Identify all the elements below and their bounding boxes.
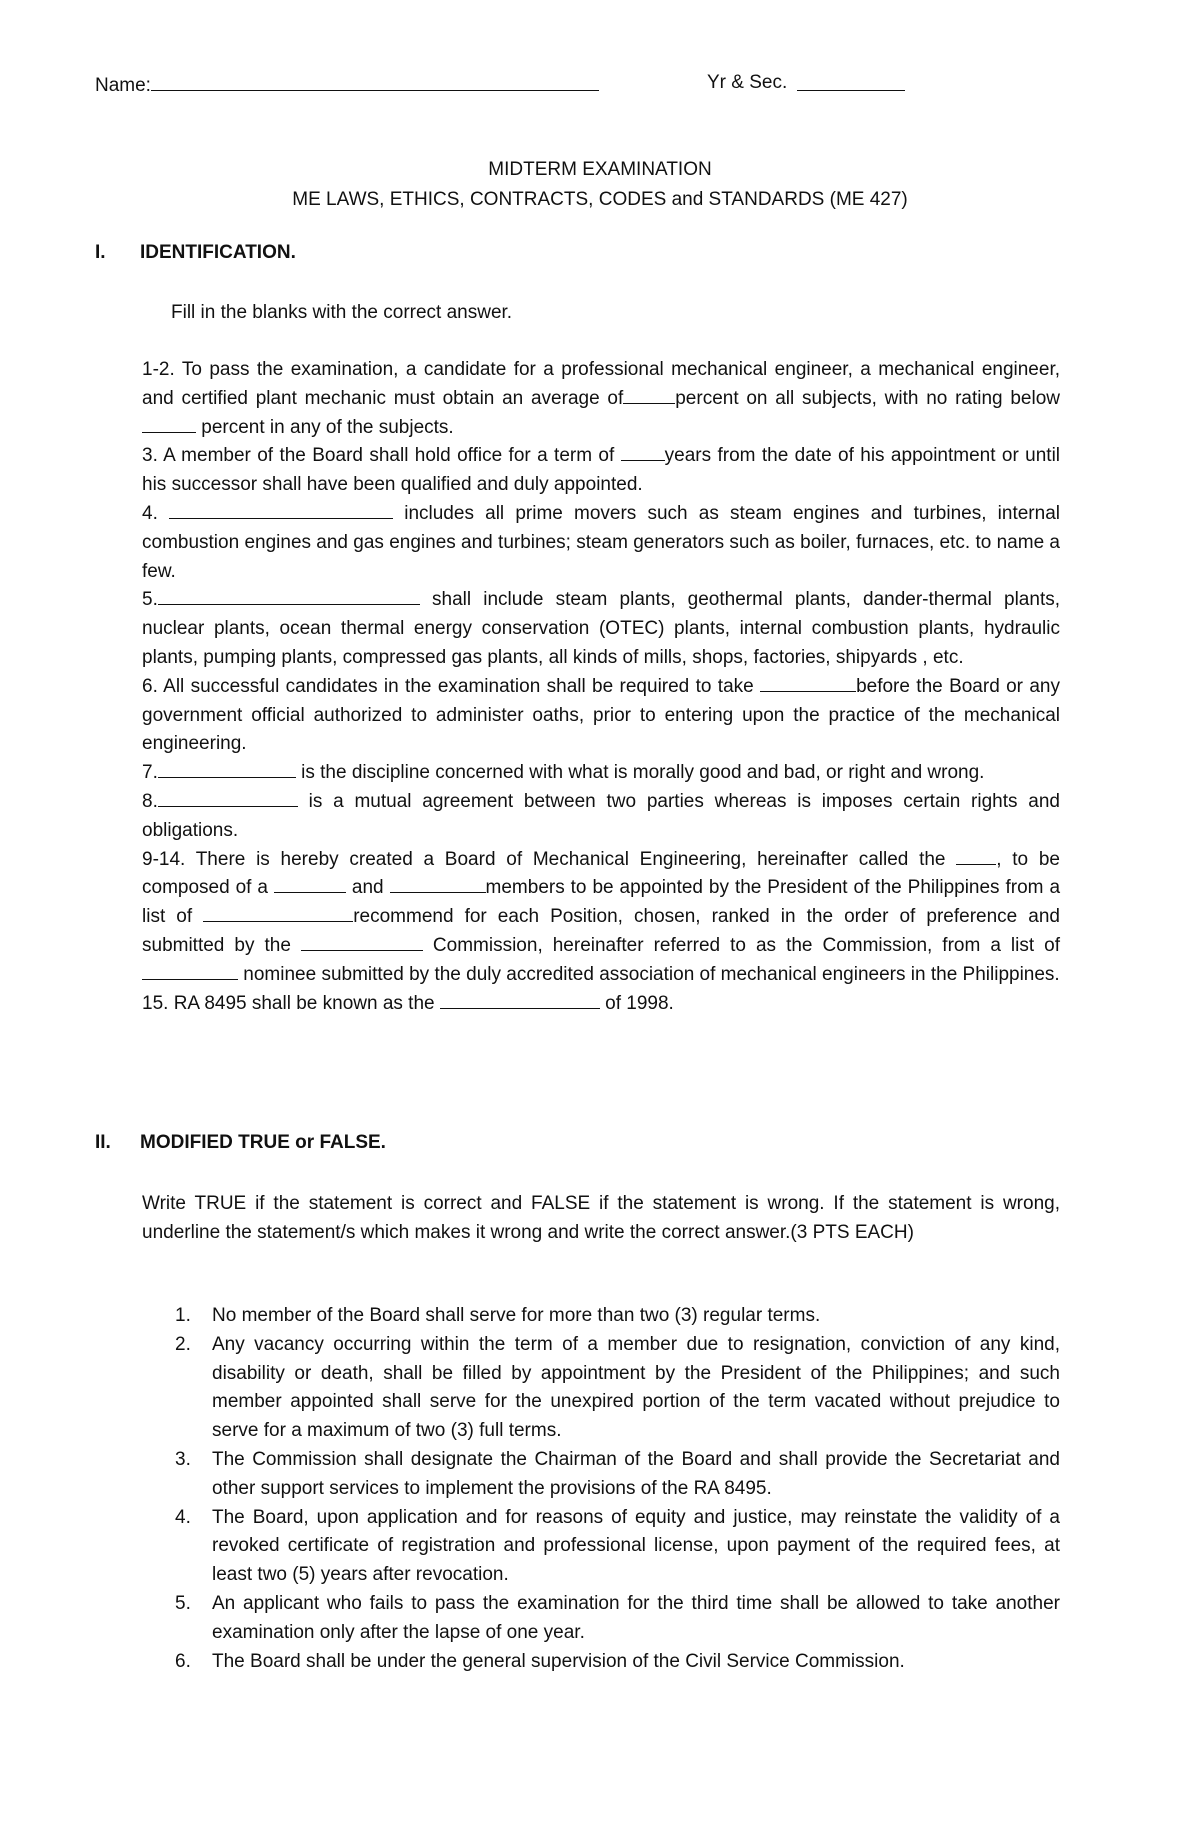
answer-blank xyxy=(390,876,486,893)
title-line-1: MIDTERM EXAMINATION xyxy=(488,159,712,180)
question-15: 15. RA 8495 shall be known as the of 1998. xyxy=(142,992,674,1014)
identification-questions xyxy=(142,356,1060,1018)
list-item: 5. An applicant who fails to pass the examination for the third time shall be allowed to take another examination only after the lapse of one year. xyxy=(175,1592,1060,1643)
section-1-instruction: Fill in the blanks with the correct answer. xyxy=(171,302,513,323)
answer-blank xyxy=(158,588,420,605)
answer-blank xyxy=(956,848,996,865)
answer-blank xyxy=(169,502,393,519)
list-item: 3. The Commission shall designate the Chairman of the Board and shall provide the Secretariat and other support services to implement the provisions of the RA 8495. xyxy=(175,1448,1060,1499)
question-3: 3. A member of the Board shall hold office for a term of years from the date of his appointment or until his successor shall have been qualified and duly appointed. xyxy=(142,445,1061,496)
answer-blank xyxy=(440,992,600,1009)
question-9-14: 9-14. There is hereby created a Board of Mechanical Engineering, hereinafter called the , to be composed of a and members to be appointed by the President of the Philippines from a list of recommend for each Position, chosen, ranked in the order of preference and submitted by the Commission, hereinafter referred to as the Commission, from a list of nominee submitted by the duly accredited association of mechanical engineers in the Philippines. xyxy=(142,848,1061,985)
question-4: 4. includes all prime movers such as steam engines and turbines, internal combustion engines and gas engines and turbines; steam generators such as boiler, furnaces, etc. to name a few. xyxy=(142,502,1060,582)
student-header xyxy=(95,72,915,102)
list-item: 4. The Board, upon application and for reasons of equity and justice, may reinstate the validity of a revoked certificate of registration and professional license, upon payment of the required fees, at least two (5) years after revocation. xyxy=(175,1506,1060,1586)
list-item: 1. No member of the Board shall serve for more than two (3) regular terms. xyxy=(175,1305,821,1326)
true-false-list xyxy=(142,1302,1060,1676)
answer-blank xyxy=(203,905,353,922)
section-2-number: II. xyxy=(95,1132,111,1153)
answer-blank xyxy=(142,416,196,433)
answer-blank xyxy=(760,675,856,692)
yr-sec-blank xyxy=(797,72,905,91)
section-2-heading xyxy=(95,1132,386,1154)
section-1-number: I. xyxy=(95,242,106,263)
list-item: 2. Any vacancy occurring within the term of a member due to resignation, conviction of any kind, disability or death, shall be filled by appointment by the President of the Philippines; and such member appointed shall serve for the unexpired portion of the term vacated without prejudice to serve for a maximum of two (3) full terms. xyxy=(175,1333,1060,1442)
section-2-instruction: Write TRUE if the statement is correct and FALSE if the statement is wrong. If the statement is wrong, underline the statement/s which makes it wrong and write the correct answer.(3 PTS EACH) xyxy=(142,1193,1060,1243)
name-blank xyxy=(151,72,599,91)
section-2-title: MODIFIED TRUE or FALSE. xyxy=(140,1132,386,1153)
yr-sec-label: Yr & Sec. xyxy=(707,72,788,93)
question-6: 6. All successful candidates in the examination shall be required to take before the Board or any government official authorized to administer oaths, prior to entering upon the practice of the mechanical engineering. xyxy=(142,675,1060,755)
exam-title xyxy=(0,155,1200,215)
list-item: 6. The Board shall be under the general supervision of the Civil Service Commission. xyxy=(175,1650,905,1672)
answer-blank xyxy=(158,790,298,807)
question-7: 7. is the discipline concerned with what is morally good and bad, or right and wrong. xyxy=(142,762,985,784)
answer-blank xyxy=(142,963,238,980)
question-5: 5. shall include steam plants, geothermal plants, dander-thermal plants, nuclear plants, ocean thermal energy conservation (OTEC) plants, internal combustion plants, hydraulic plants, pumping plants, compressed gas plants, all kinds of mills, shops, factories, shipyards , etc. xyxy=(142,589,1060,668)
answer-blank xyxy=(274,876,346,893)
answer-blank xyxy=(158,761,296,778)
section-1-heading xyxy=(95,242,296,264)
answer-blank xyxy=(621,444,665,461)
name-label: Name: xyxy=(95,75,151,96)
section-1-title: IDENTIFICATION. xyxy=(140,242,296,263)
question-1-2: 1-2. To pass the examination, a candidate for a professional mechanical engineer, a mechanical engineer, and certified plant mechanic must obtain an average of percent on all subjects, with no rating below percent in any of the subjects. xyxy=(142,359,1060,438)
title-line-2: ME LAWS, ETHICS, CONTRACTS, CODES and STANDARDS (ME 427) xyxy=(292,189,908,210)
question-8: 8. is a mutual agreement between two parties whereas is imposes certain rights and obligations. xyxy=(142,790,1060,841)
answer-blank xyxy=(623,387,675,404)
answer-blank xyxy=(301,934,423,951)
